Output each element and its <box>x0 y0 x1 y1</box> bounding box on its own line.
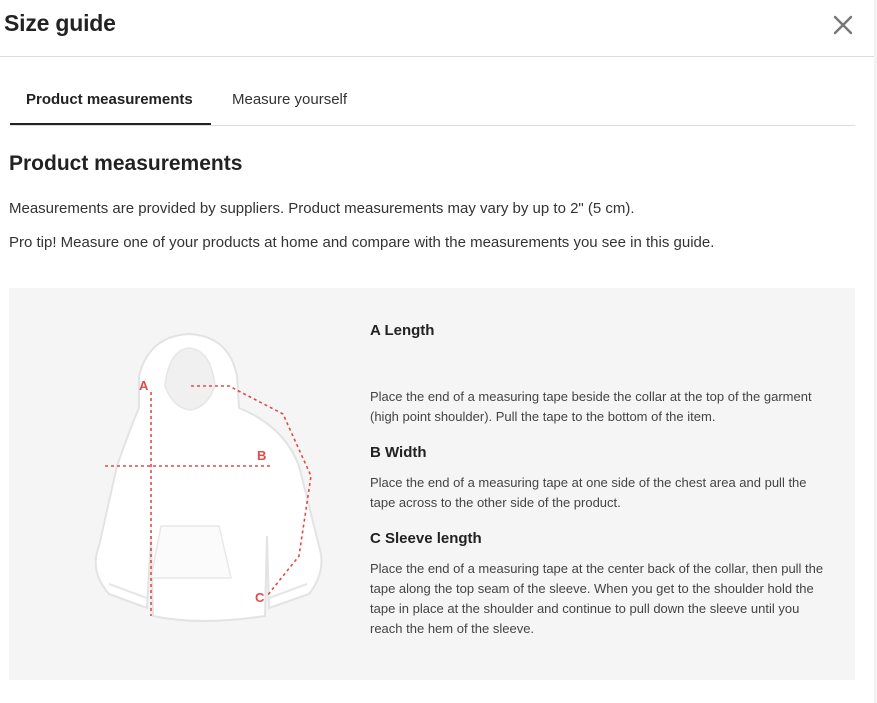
tab-bar <box>10 80 855 126</box>
measurement-b-description: Place the end of a measuring tape at one side of the chest area and pull the tape across to the other side of the product. <box>370 475 807 510</box>
measurement-c-description: Place the end of a measuring tape at the center back of the collar, then pull the tape along the top seam of the sleeve. When you get to the shoulder hold the tape in place at the shoulder and continue to pull down the sleeve until you reach the hem of the sleeve. <box>370 561 824 636</box>
intro-text: Measurements are provided by suppliers. Product measurements may vary by up to 2" (5 cm). <box>9 200 635 217</box>
close-button[interactable] <box>830 12 856 38</box>
measurement-panel <box>9 288 855 680</box>
active-tab-indicator <box>10 123 211 125</box>
section-heading: Product measurements <box>9 152 243 175</box>
pro-tip-text: Pro tip! Measure one of your products at home and compare with the measurements you see in this guide. <box>9 234 715 251</box>
measurement-b-label: B Width <box>370 444 427 461</box>
marker-a: A <box>139 378 149 393</box>
close-icon <box>830 12 856 38</box>
marker-b: B <box>257 448 267 463</box>
tab-measure-yourself[interactable]: Measure yourself <box>232 91 348 108</box>
measurement-a-label: A Length <box>370 322 435 339</box>
tab-product-measurements[interactable]: Product measurements <box>26 91 193 108</box>
hoodie-illustration <box>69 316 329 626</box>
marker-c: C <box>255 590 265 605</box>
measurement-c-label: C Sleeve length <box>370 530 482 547</box>
dialog-header <box>0 0 877 57</box>
dialog-title: Size guide <box>4 10 116 36</box>
measurement-a-description: Place the end of a measuring tape beside the collar at the top of the garment (high point shoulder). Pull the tape to the bottom of the item. <box>370 389 812 424</box>
